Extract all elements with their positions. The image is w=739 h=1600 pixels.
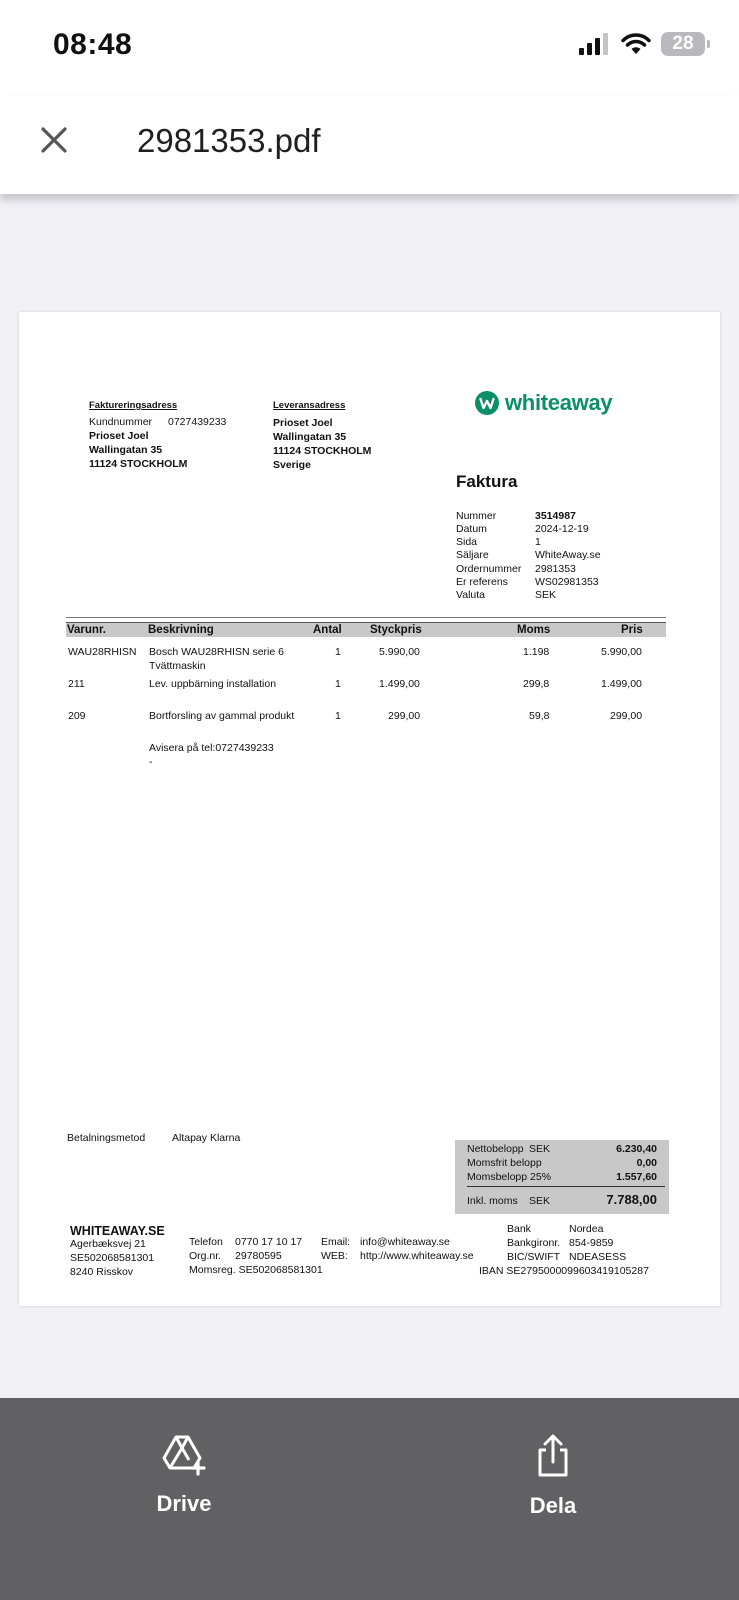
table-header [66, 622, 666, 637]
col-antal: Antal [313, 624, 342, 636]
status-time: 08:48 [53, 28, 133, 61]
footer-bic-label: BIC/SWIFT [507, 1251, 561, 1263]
meta-row: Sida 1 [456, 536, 541, 548]
col-pris: Pris [621, 624, 643, 636]
col-varunr: Varunr. [67, 624, 106, 636]
signal-icon [579, 33, 611, 55]
meta-row: Datum 2024-12-19 [456, 523, 589, 535]
footer-iban: IBAN SE2795000099603419105287 [479, 1265, 649, 1277]
pdf-page[interactable]: Faktureringsadress Kundnummer 0727439233 Prioset Joel Wallingatan 35 11124 STOCKHOLM Leveransadress Prioset Joel Wallingatan 35 11124 STOCKHOLM Sverige whiteaway Faktura Nummer 3514987 Datum 2024-12-19 Sida 1 Säljare WhiteAway.se Ordernummer 2981353 Er referens WS02981353 Valuta SEK Varunr. Beskrivning Antal Styckpris Moms Pris WAU28RHISN Bosch WAU28RHISN serie 6 Tvättmaskin 1 5.990,00 1.198 5.990,00 211 Lev. uppbärning installation 1 1.499,00 299,8 1.499,00 209 Bortforsling av gammal produkt 1 299,00 59,8 299,00 Avisera på tel:0727439233 - Betalningsmetod Altapay Klarna Nettobelopp SEK 6.230,40 Momsfrit belopp 0,00 Momsbelopp 25% 1.557,60 Inkl. moms SEK 7.788,00 WHITEAWAY.SE Agerbæksvej 21 SE502068581301 8240 Risskov Telefon 0770 17 10 17 Org.nr. 29780595 Momsreg. SE502068581301 Email: info@whiteaway.se WEB: http://www.whiteaway.se Bank Nordea Bankgironr. 854-9859 BIC/SWIFT NDEASESS IBAN SE2795000099603419105287 [19, 312, 720, 1306]
footer-bic: NDEASESS [569, 1251, 627, 1263]
payment-value: Altapay Klarna [172, 1132, 241, 1144]
footer-email: info@whiteaway.se [360, 1236, 450, 1248]
status-icons [579, 32, 705, 56]
footer-org-label: Org.nr. [189, 1250, 222, 1262]
payment-label: Betalningsmetod [67, 1132, 146, 1144]
delivery-note: Avisera på tel:0727439233 [149, 742, 274, 754]
bottom-action-bar [0, 1398, 739, 1600]
grand-total: 7.788,00 [606, 1192, 657, 1207]
delivery-city: 11124 STOCKHOLM [273, 445, 372, 457]
footer-email-label: Email: [321, 1236, 351, 1248]
col-moms: Moms [517, 624, 551, 636]
table-header-line [66, 617, 666, 618]
invoice-title: Faktura [456, 472, 518, 491]
meta-row: Säljare WhiteAway.se [456, 549, 601, 561]
footer-tel-label: Telefon [189, 1236, 223, 1248]
whiteaway-logo-icon [475, 391, 499, 415]
wifi-icon [621, 33, 651, 55]
drive-add-icon [161, 1434, 207, 1476]
footer-bank-label: Bank [507, 1223, 531, 1235]
col-beskrivning: Beskrivning [148, 624, 214, 636]
billing-heading: Faktureringsadress [89, 400, 178, 411]
col-styckpris: Styckpris [370, 624, 422, 636]
footer-web: http://www.whiteaway.se [360, 1250, 474, 1262]
drive-button[interactable] [104, 1434, 264, 1517]
viewer-header [0, 96, 739, 194]
delivery-name: Prioset Joel [273, 417, 333, 429]
whiteaway-logo [475, 390, 612, 416]
footer-momsreg: Momsreg. SE502068581301 [189, 1264, 323, 1276]
delivery-country: Sverige [273, 459, 311, 471]
billing-city: 11124 STOCKHOLM [89, 458, 188, 470]
footer-street: Agerbæksvej 21 [70, 1238, 146, 1250]
close-icon [40, 126, 68, 154]
close-button[interactable] [34, 120, 74, 160]
footer-company: WHITEAWAY.SE [70, 1224, 165, 1238]
meta-row: Valuta SEK [456, 589, 557, 601]
meta-row: Ordernummer 2981353 [456, 563, 576, 575]
drive-label: Drive [156, 1491, 212, 1516]
totals-divider [467, 1186, 665, 1187]
customer-label: Kundnummer [89, 416, 153, 428]
footer-web-label: WEB: [321, 1250, 348, 1262]
delivery-heading: Leveransadress [273, 400, 346, 411]
footer-bank: Nordea [569, 1223, 604, 1235]
file-title: 2981353.pdf [137, 122, 321, 159]
share-icon [533, 1434, 573, 1478]
delivery-street: Wallingatan 35 [273, 431, 347, 443]
customer-number: 0727439233 [168, 416, 227, 428]
share-label: Dela [529, 1493, 577, 1518]
totals-box: Nettobelopp SEK 6.230,40 Momsfrit belopp 0,00 Momsbelopp 25% 1.557,60 Inkl. moms SEK 7.788,00 [455, 1140, 669, 1214]
meta-row: Er referens WS02981353 [456, 576, 599, 588]
footer-bankgiro-label: Bankgironr. [507, 1237, 561, 1249]
battery-icon: 28 [661, 32, 705, 56]
footer-tel: 0770 17 10 17 [235, 1236, 303, 1248]
billing-street: Wallingatan 35 [89, 444, 163, 456]
meta-row: Nummer 3514987 [456, 510, 576, 522]
footer-org: 29780595 [235, 1250, 282, 1262]
billing-name: Prioset Joel [89, 430, 149, 442]
footer-vat: SE502068581301 [70, 1252, 155, 1264]
share-button[interactable] [473, 1434, 633, 1519]
logo-text: whiteaway [505, 390, 613, 415]
delivery-note-dash: - [149, 756, 153, 768]
status-bar [0, 0, 739, 96]
footer-bankgiro: 854-9859 [569, 1237, 614, 1249]
footer-city: 8240 Risskov [70, 1266, 134, 1278]
